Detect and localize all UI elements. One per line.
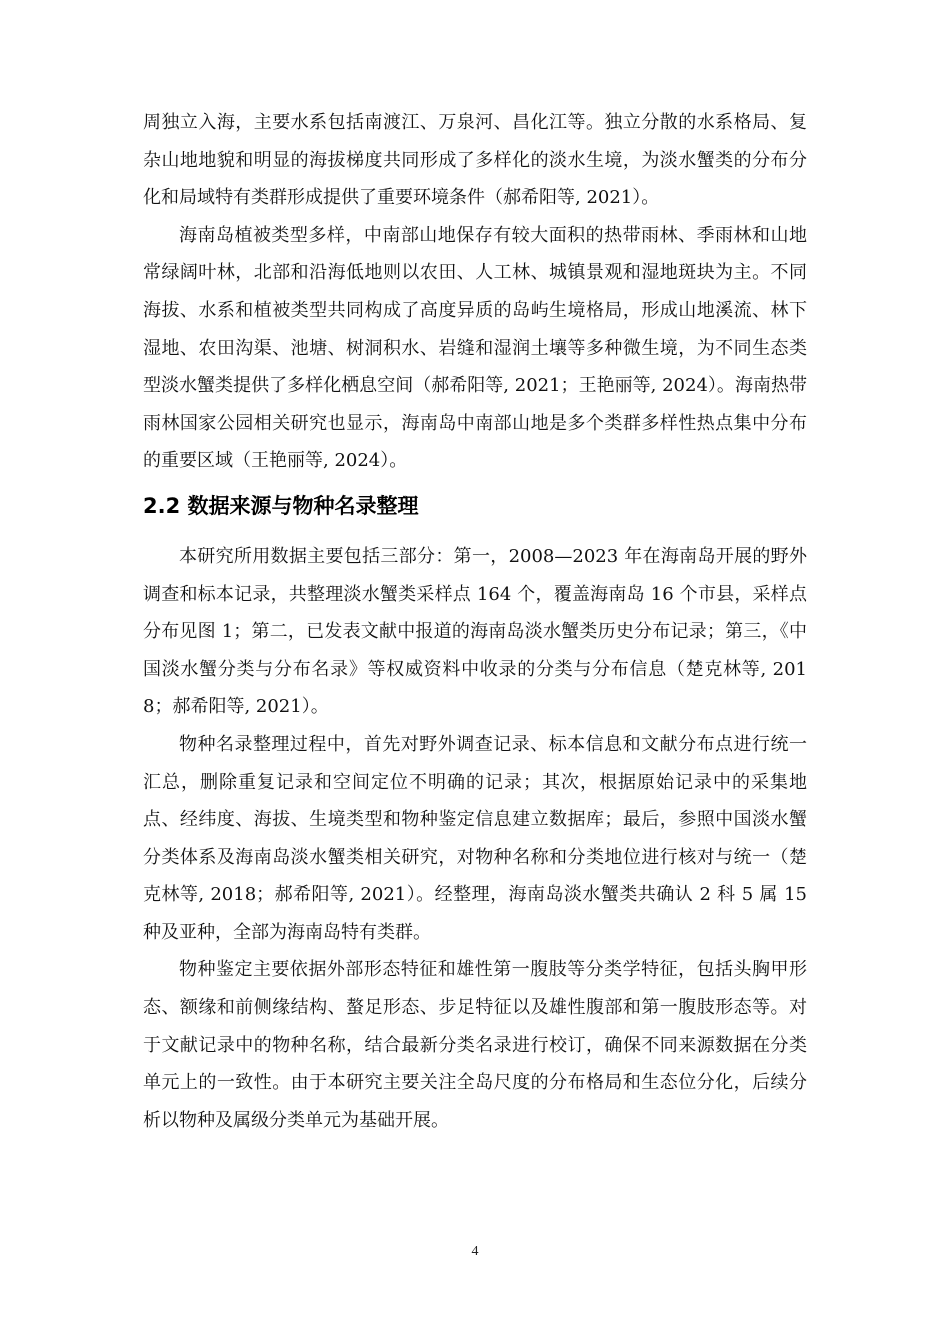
- section-heading: 2.2 数据来源与物种名录整理: [143, 493, 419, 518]
- paragraph-identification: 物种鉴定主要依据外部形态特征和雄性第一腹肢等分类学特征，包括头胸甲形态、额缘和前侧缘结构、螯足形态、步足特征以及雄性腹部和第一腹肢形态等。对于文献记录中的物种名称，结合最新分类名录进行校订，确保不同来源数据在分类单元上的一致性。由于本研究主要关注全岛尺度的分布格局和生态位分化，后续分析以物种及属级分类单元为基础开展。: [143, 959, 807, 1131]
- paragraph-continuation: 周独立入海，主要水系包括南渡江、万泉河、昌化江等。独立分散的水系格局、复杂山地地貌和明显的海拔梯度共同形成了多样化的淡水生境，为淡水蟹类的分布分化和局域特有类群形成提供了重要环境条件（郝希阳等, 2021）。: [143, 112, 807, 209]
- page-number: 4: [471, 1244, 479, 1259]
- paragraph-data-sources: 本研究所用数据主要包括三部分：第一，2008—2023 年在海南岛开展的野外调查和标本记录，共整理淡水蟹类采样点 164 个，覆盖海南岛 16 个市县，采样点分布见图 1；第二，已发表文献中报道的海南岛淡水蟹类历史分布记录；第三，《中国淡水蟹分类与分布名录》等权威资料中收录的分类与分布信息（楚克林等, 2018；郝希阳等, 2021）。: [143, 545, 807, 718]
- document-body: [143, 104, 807, 1139]
- paragraph-species-list: 物种名录整理过程中，首先对野外调查记录、标本信息和文献分布点进行统一汇总，删除重复记录和空间定位不明确的记录；其次，根据原始记录中的采集地点、经纬度、海拔、生境类型和物种鉴定信息建立数据库；最后，参照中国淡水蟹分类体系及海南岛淡水蟹类相关研究，对物种名称和分类地位进行核对与统一（楚克林等, 2018；郝希阳等, 2021）。经整理，海南岛淡水蟹类共确认 2 科 5 属 15 种及亚种，全部为海南岛特有类群。: [143, 733, 807, 943]
- paragraph-vegetation: 海南岛植被类型多样，中南部山地保存有较大面积的热带雨林、季雨林和山地常绿阔叶林，北部和沿海低地则以农田、人工林、城镇景观和湿地斑块为主。不同海拔、水系和植被类型共同构成了高度异质的岛屿生境格局，形成山地溪流、林下湿地、农田沟渠、池塘、树洞积水、岩缝和湿润土壤等多种微生境，为不同生态类型淡水蟹类提供了多样化栖息空间（郝希阳等, 2021；王艳丽等, 2024）。海南热带雨林国家公园相关研究也显示，海南岛中南部山地是多个类群多样性热点集中分布的重要区域（王艳丽等, 2024）。: [143, 224, 807, 472]
